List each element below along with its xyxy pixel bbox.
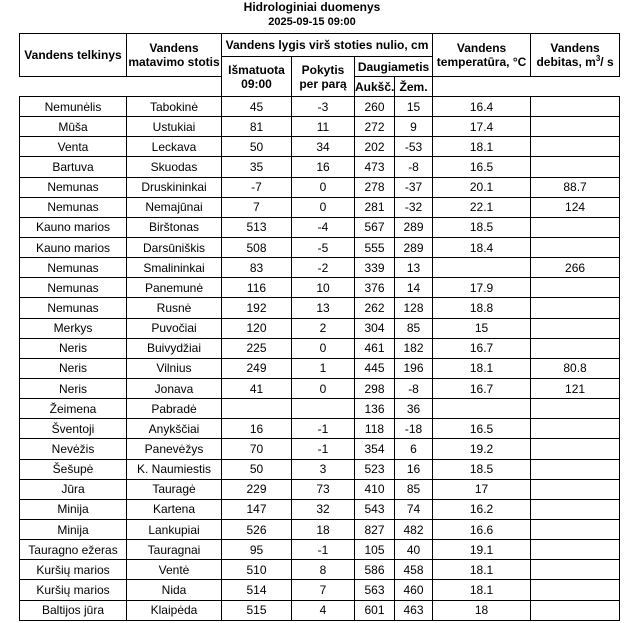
cell-high: 555 — [355, 237, 395, 257]
cell-water-body: Nemunėlis — [20, 97, 127, 117]
cell-measured: 83 — [222, 258, 292, 278]
cell-station: Anykščiai — [127, 419, 222, 439]
cell-water-body: Kuršių marios — [20, 560, 127, 580]
cell-water-body: Nemunas — [20, 177, 127, 197]
cell-water-body: Neris — [20, 358, 127, 378]
table-row — [20, 459, 620, 479]
cell-water-body: Nevėžis — [20, 439, 127, 459]
cell-station: Nemajūnai — [127, 197, 222, 217]
cell-water-body: Neris — [20, 378, 127, 398]
cell-station: K. Naumiestis — [127, 459, 222, 479]
cell-low: -32 — [395, 197, 433, 217]
cell-change: -1 — [292, 540, 355, 560]
cell-change: -4 — [292, 217, 355, 237]
cell-station: Tauragė — [127, 479, 222, 499]
cell-discharge — [531, 600, 620, 620]
cell-discharge — [531, 338, 620, 358]
cell-measured: 120 — [222, 318, 292, 338]
table-row — [20, 439, 620, 459]
table-row — [20, 519, 620, 539]
table-row — [20, 137, 620, 157]
table-row — [20, 540, 620, 560]
cell-change: 34 — [292, 137, 355, 157]
cell-water-body: Tauragno ežeras — [20, 540, 127, 560]
cell-low: 463 — [395, 600, 433, 620]
header-low: Žem. — [395, 77, 433, 97]
cell-temp: 16.7 — [433, 378, 531, 398]
cell-temp: 18.1 — [433, 137, 531, 157]
cell-discharge — [531, 217, 620, 237]
cell-temp: 16.4 — [433, 97, 531, 117]
cell-measured: 116 — [222, 278, 292, 298]
cell-station: Leckava — [127, 137, 222, 157]
cell-water-body: Kauno marios — [20, 237, 127, 257]
table-row — [20, 399, 620, 419]
table-body — [20, 97, 620, 621]
header-high: Aukšč. — [355, 77, 395, 97]
cell-station: Kartena — [127, 499, 222, 519]
table-row — [20, 278, 620, 298]
table-row — [20, 419, 620, 439]
cell-high: 586 — [355, 560, 395, 580]
header-discharge — [531, 34, 620, 77]
cell-low: -8 — [395, 378, 433, 398]
cell-water-body: Nemunas — [20, 258, 127, 278]
header-discharge-suffix: / s — [600, 55, 614, 69]
cell-station: Rusnė — [127, 298, 222, 318]
table-row — [20, 338, 620, 358]
cell-change: 4 — [292, 600, 355, 620]
cell-temp: 18.1 — [433, 358, 531, 378]
table-row — [20, 177, 620, 197]
cell-station: Skuodas — [127, 157, 222, 177]
cell-measured: 192 — [222, 298, 292, 318]
cell-low: 460 — [395, 580, 433, 600]
cell-measured: 70 — [222, 439, 292, 459]
cell-station: Pabradė — [127, 399, 222, 419]
cell-low: -37 — [395, 177, 433, 197]
cell-discharge — [531, 117, 620, 137]
cell-discharge: 88.7 — [531, 177, 620, 197]
cell-temp: 22.1 — [433, 197, 531, 217]
cell-discharge — [531, 580, 620, 600]
cell-measured: 147 — [222, 499, 292, 519]
cell-low: 14 — [395, 278, 433, 298]
cell-measured: 515 — [222, 600, 292, 620]
cell-low: 13 — [395, 258, 433, 278]
table-row — [20, 237, 620, 257]
cell-discharge: 124 — [531, 197, 620, 217]
cell-temp: 16.7 — [433, 338, 531, 358]
cell-change: -1 — [292, 419, 355, 439]
cell-low: 85 — [395, 479, 433, 499]
cell-discharge — [531, 137, 620, 157]
cell-temp: 15 — [433, 318, 531, 338]
cell-discharge — [531, 157, 620, 177]
cell-discharge — [531, 237, 620, 257]
cell-station: Druskininkai — [127, 177, 222, 197]
cell-high: 567 — [355, 217, 395, 237]
cell-low: 74 — [395, 499, 433, 519]
header-discharge-sup: 3 — [595, 54, 601, 63]
cell-station: Ventė — [127, 560, 222, 580]
cell-temp — [433, 399, 531, 419]
cell-high: 410 — [355, 479, 395, 499]
cell-high: 523 — [355, 459, 395, 479]
table-row — [20, 479, 620, 499]
cell-temp: 20.1 — [433, 177, 531, 197]
cell-low: 16 — [395, 459, 433, 479]
cell-station: Klaipėda — [127, 600, 222, 620]
cell-temp: 16.6 — [433, 519, 531, 539]
cell-measured: 249 — [222, 358, 292, 378]
cell-change: 1 — [292, 358, 355, 378]
cell-high: 339 — [355, 258, 395, 278]
cell-measured: 81 — [222, 117, 292, 137]
table-row — [20, 358, 620, 378]
cell-change: -2 — [292, 258, 355, 278]
cell-change: 0 — [292, 338, 355, 358]
cell-change: 18 — [292, 519, 355, 539]
cell-measured: 50 — [222, 459, 292, 479]
cell-water-body: Šešupė — [20, 459, 127, 479]
hydrology-table — [19, 33, 620, 621]
cell-discharge — [531, 560, 620, 580]
cell-water-body: Venta — [20, 137, 127, 157]
table-row — [20, 298, 620, 318]
cell-temp: 18.5 — [433, 217, 531, 237]
cell-station: Birštonas — [127, 217, 222, 237]
cell-high: 376 — [355, 278, 395, 298]
cell-station: Darsūniškis — [127, 237, 222, 257]
cell-low: 196 — [395, 358, 433, 378]
cell-high: 281 — [355, 197, 395, 217]
cell-high: 262 — [355, 298, 395, 318]
cell-measured — [222, 399, 292, 419]
cell-measured: -7 — [222, 177, 292, 197]
cell-measured: 225 — [222, 338, 292, 358]
cell-change: 32 — [292, 499, 355, 519]
cell-low: 482 — [395, 519, 433, 539]
table-row — [20, 157, 620, 177]
cell-change: 8 — [292, 560, 355, 580]
cell-water-body: Nemunas — [20, 298, 127, 318]
cell-temp: 19.2 — [433, 439, 531, 459]
cell-station: Buivydžiai — [127, 338, 222, 358]
cell-water-body: Merkys — [20, 318, 127, 338]
cell-low: -18 — [395, 419, 433, 439]
cell-high: 118 — [355, 419, 395, 439]
cell-low: 458 — [395, 560, 433, 580]
cell-high: 260 — [355, 97, 395, 117]
cell-measured: 41 — [222, 378, 292, 398]
cell-high: 278 — [355, 177, 395, 197]
cell-change: 0 — [292, 177, 355, 197]
cell-change: 11 — [292, 117, 355, 137]
cell-station: Panevėžys — [127, 439, 222, 459]
cell-water-body: Minija — [20, 519, 127, 539]
cell-water-body: Baltijos jūra — [20, 600, 127, 620]
cell-low: -53 — [395, 137, 433, 157]
cell-temp: 17 — [433, 479, 531, 499]
table-row — [20, 580, 620, 600]
cell-low: 289 — [395, 217, 433, 237]
cell-temp — [433, 258, 531, 278]
cell-high: 202 — [355, 137, 395, 157]
table-row — [20, 217, 620, 237]
table-row — [20, 117, 620, 137]
cell-high: 304 — [355, 318, 395, 338]
cell-change: 0 — [292, 378, 355, 398]
cell-temp: 18 — [433, 600, 531, 620]
cell-discharge — [531, 479, 620, 499]
cell-water-body: Neris — [20, 338, 127, 358]
header-longterm: Daugiametis — [355, 57, 433, 77]
cell-high: 563 — [355, 580, 395, 600]
table-row — [20, 600, 620, 620]
cell-measured: 513 — [222, 217, 292, 237]
cell-high: 105 — [355, 540, 395, 560]
cell-station: Jonava — [127, 378, 222, 398]
cell-low: 182 — [395, 338, 433, 358]
table-row — [20, 560, 620, 580]
cell-discharge — [531, 298, 620, 318]
cell-temp: 18.4 — [433, 237, 531, 257]
cell-high: 445 — [355, 358, 395, 378]
header-change: Pokytis per parą — [292, 57, 355, 97]
cell-change: 7 — [292, 580, 355, 600]
cell-water-body: Bartuva — [20, 157, 127, 177]
cell-measured: 35 — [222, 157, 292, 177]
table-row — [20, 499, 620, 519]
cell-water-body: Šventoji — [20, 419, 127, 439]
cell-station: Ustukiai — [127, 117, 222, 137]
cell-station: Puvočiai — [127, 318, 222, 338]
cell-discharge — [531, 419, 620, 439]
cell-station: Panemunė — [127, 278, 222, 298]
cell-measured: 514 — [222, 580, 292, 600]
table-row — [20, 318, 620, 338]
cell-station: Smalininkai — [127, 258, 222, 278]
cell-water-body: Minija — [20, 499, 127, 519]
cell-temp: 18.5 — [433, 459, 531, 479]
table-row — [20, 197, 620, 217]
page-title: Hidrologiniai duomenys — [243, 0, 381, 14]
cell-low: 36 — [395, 399, 433, 419]
cell-temp: 18.1 — [433, 560, 531, 580]
cell-high: 298 — [355, 378, 395, 398]
cell-change: -3 — [292, 97, 355, 117]
header-discharge-prefix: Vandens debitas, m — [536, 41, 600, 69]
cell-measured: 508 — [222, 237, 292, 257]
header-measured: Išmatuota 09:00 — [222, 57, 292, 97]
cell-low: 40 — [395, 540, 433, 560]
table-row — [20, 258, 620, 278]
cell-discharge — [531, 459, 620, 479]
cell-discharge: 266 — [531, 258, 620, 278]
cell-high: 272 — [355, 117, 395, 137]
cell-station: Nida — [127, 580, 222, 600]
cell-low: 15 — [395, 97, 433, 117]
cell-temp: 17.4 — [433, 117, 531, 137]
cell-temp: 18.8 — [433, 298, 531, 318]
cell-measured: 50 — [222, 137, 292, 157]
cell-station: Tabokinė — [127, 97, 222, 117]
cell-low: 9 — [395, 117, 433, 137]
cell-high: 136 — [355, 399, 395, 419]
cell-water-body: Nemunas — [20, 197, 127, 217]
cell-water-body: Kuršių marios — [20, 580, 127, 600]
cell-change — [292, 399, 355, 419]
cell-change: -1 — [292, 439, 355, 459]
cell-high: 354 — [355, 439, 395, 459]
cell-temp: 17.9 — [433, 278, 531, 298]
table-row — [20, 97, 620, 117]
cell-discharge — [531, 439, 620, 459]
cell-discharge — [531, 97, 620, 117]
cell-measured: 16 — [222, 419, 292, 439]
cell-change: -5 — [292, 237, 355, 257]
cell-discharge — [531, 278, 620, 298]
cell-temp: 16.2 — [433, 499, 531, 519]
cell-station: Lankupiai — [127, 519, 222, 539]
cell-low: 85 — [395, 318, 433, 338]
cell-change: 2 — [292, 318, 355, 338]
cell-low: 6 — [395, 439, 433, 459]
cell-high: 473 — [355, 157, 395, 177]
header-station: Vandens matavimo stotis — [127, 34, 222, 77]
cell-high: 827 — [355, 519, 395, 539]
cell-discharge — [531, 540, 620, 560]
cell-change: 16 — [292, 157, 355, 177]
cell-low: -8 — [395, 157, 433, 177]
cell-temp: 19.1 — [433, 540, 531, 560]
cell-water-body: Mūša — [20, 117, 127, 137]
report-date: 2025-09-15 09:00 — [268, 16, 356, 28]
cell-water-body: Jūra — [20, 479, 127, 499]
cell-measured: 95 — [222, 540, 292, 560]
cell-measured: 7 — [222, 197, 292, 217]
cell-discharge — [531, 318, 620, 338]
cell-change: 10 — [292, 278, 355, 298]
cell-temp: 18.1 — [433, 580, 531, 600]
cell-change: 73 — [292, 479, 355, 499]
cell-temp: 16.5 — [433, 419, 531, 439]
cell-high: 543 — [355, 499, 395, 519]
cell-station: Vilnius — [127, 358, 222, 378]
table-row — [20, 378, 620, 398]
cell-change: 3 — [292, 459, 355, 479]
cell-measured: 526 — [222, 519, 292, 539]
cell-measured: 510 — [222, 560, 292, 580]
cell-discharge: 121 — [531, 378, 620, 398]
cell-high: 601 — [355, 600, 395, 620]
header-water-body: Vandens telkinys — [20, 34, 127, 77]
cell-high: 461 — [355, 338, 395, 358]
cell-water-body: Nemunas — [20, 278, 127, 298]
cell-station: Tauragnai — [127, 540, 222, 560]
cell-water-body: Kauno marios — [20, 217, 127, 237]
cell-temp: 16.5 — [433, 157, 531, 177]
cell-discharge — [531, 519, 620, 539]
cell-low: 289 — [395, 237, 433, 257]
header-level-group: Vandens lygis virš stoties nulio, cm — [222, 34, 433, 57]
cell-change: 0 — [292, 197, 355, 217]
cell-discharge — [531, 499, 620, 519]
cell-change: 13 — [292, 298, 355, 318]
cell-discharge — [531, 399, 620, 419]
cell-water-body: Žeimena — [20, 399, 127, 419]
cell-discharge: 80.8 — [531, 358, 620, 378]
cell-low: 128 — [395, 298, 433, 318]
cell-measured: 229 — [222, 479, 292, 499]
cell-measured: 45 — [222, 97, 292, 117]
header-temperature: Vandens temperatūra, °C — [433, 34, 531, 77]
